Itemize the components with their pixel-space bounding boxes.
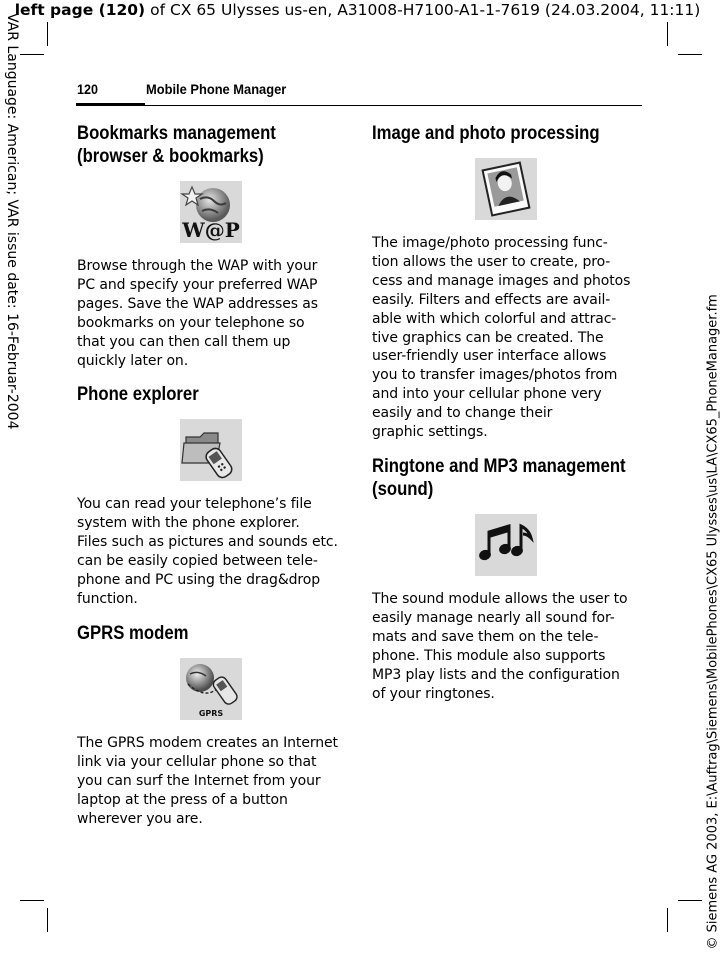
text-line: tion allows the user to create, pro- bbox=[372, 253, 611, 270]
text-line: that you can then call them up bbox=[77, 333, 291, 350]
wap-globe-icon bbox=[180, 181, 242, 243]
text-line: cess and manage images and photos bbox=[372, 272, 631, 289]
gprs-modem-section bbox=[77, 622, 345, 829]
var-language-note: VAR Language: American; VAR issue date: 16-Februar-2004 bbox=[4, 13, 20, 430]
crop-mark bbox=[20, 54, 44, 55]
text-line: tive graphics can be created. The bbox=[372, 329, 604, 346]
header-rule-thick bbox=[76, 103, 145, 106]
text-line: The sound module allows the user to bbox=[372, 590, 628, 607]
text-line: PC and specify your preferred WAP bbox=[77, 276, 318, 293]
text-line: MP3 play lists and the configuration bbox=[372, 666, 620, 683]
crop-mark bbox=[678, 900, 702, 901]
text-line: you to transfer images/photos from bbox=[372, 367, 618, 384]
text-line: able with which colorful and attrac- bbox=[372, 310, 617, 327]
text-line: of your ringtones. bbox=[372, 685, 495, 702]
right-column bbox=[372, 122, 640, 703]
text-line: wherever you are. bbox=[77, 810, 203, 827]
text-line: pages. Save the WAP addresses as bbox=[77, 295, 318, 312]
ringtone-text bbox=[372, 590, 640, 703]
heading-line: Ringtone and MP3 management bbox=[372, 455, 626, 477]
bookmarks-text bbox=[77, 257, 345, 370]
crop-mark bbox=[47, 22, 48, 46]
heading-line: (browser & bookmarks) bbox=[77, 146, 264, 167]
text-line: function. bbox=[77, 590, 138, 607]
gprs-label: GPRS bbox=[198, 708, 224, 718]
gprs-modem-text bbox=[77, 734, 345, 829]
text-line: link via your cellular phone so that bbox=[77, 753, 317, 770]
phone-explorer-heading: Phone explorer bbox=[77, 384, 199, 406]
text-line: can be easily copied between tele- bbox=[77, 553, 318, 570]
gprs-modem-icon bbox=[180, 658, 242, 720]
left-column bbox=[77, 122, 345, 828]
text-line: You can read your telephone’s file bbox=[77, 496, 312, 513]
phone-explorer-text bbox=[77, 495, 345, 608]
text-line: mats and save them on the tele- bbox=[372, 628, 599, 645]
crop-mark bbox=[678, 54, 702, 55]
text-line: easily. Filters and effects are avail- bbox=[372, 291, 611, 308]
text-line: easily and to change their bbox=[372, 405, 553, 422]
heading-line: (sound) bbox=[372, 478, 434, 500]
text-line: and into your cellular phone very bbox=[372, 386, 602, 403]
image-processing-text bbox=[372, 234, 640, 442]
print-header bbox=[0, 0, 715, 20]
ringtone-heading bbox=[372, 455, 645, 501]
print-header-page: left page (120) bbox=[14, 1, 146, 19]
file-path-note: © Siemens AG 2003, E:\Auftrag\Siemens\MobilePhones\CX65 Ulysses\us\LA\CX65_PhoneManager.fm bbox=[705, 294, 721, 950]
text-line: laptop at the press of a button bbox=[77, 791, 288, 808]
text-line: bookmarks on your telephone so bbox=[77, 314, 305, 331]
running-title: Mobile Phone Manager bbox=[146, 81, 287, 97]
page-number: 120 bbox=[77, 81, 99, 97]
text-line: Files such as pictures and sounds etc. bbox=[77, 534, 338, 551]
bookmarks-section bbox=[77, 122, 345, 370]
wap-label: W@P bbox=[182, 218, 240, 242]
gprs-modem-heading: GPRS modem bbox=[77, 622, 189, 644]
bookmarks-heading bbox=[77, 122, 350, 168]
text-line: graphic settings. bbox=[372, 424, 488, 441]
music-notes-icon bbox=[475, 514, 537, 576]
text-line: Browse through the WAP with your bbox=[77, 258, 318, 274]
text-line: easily manage nearly all sound for- bbox=[372, 609, 615, 626]
folder-phone-icon bbox=[180, 419, 242, 481]
photo-portrait-icon bbox=[475, 158, 537, 220]
print-header-details: of CX 65 Ulysses us-en, A31008-H7100-A1-1-7619 (24.03.2004, 11:11) bbox=[145, 1, 701, 19]
text-line: you can surf the Internet from your bbox=[77, 772, 321, 789]
crop-mark bbox=[667, 22, 668, 46]
text-line: user-friendly user interface allows bbox=[372, 348, 607, 365]
crop-mark bbox=[20, 900, 44, 901]
phone-explorer-section bbox=[77, 383, 345, 608]
heading-line: Bookmarks management bbox=[77, 123, 276, 144]
text-line: phone and PC using the drag&drop bbox=[77, 572, 321, 589]
header-rule bbox=[145, 105, 642, 106]
ringtone-section bbox=[372, 455, 640, 703]
image-processing-heading: Image and photo processing bbox=[372, 123, 600, 144]
text-line: The GPRS modem creates an Internet bbox=[77, 734, 338, 751]
text-line: phone. This module also supports bbox=[372, 647, 606, 664]
text-line: system with the phone explorer. bbox=[77, 515, 300, 532]
crop-mark bbox=[47, 908, 48, 932]
image-processing-section bbox=[372, 122, 640, 442]
text-line: The image/photo processing func- bbox=[372, 235, 608, 251]
crop-mark bbox=[667, 908, 668, 932]
text-line: quickly later on. bbox=[77, 352, 189, 369]
